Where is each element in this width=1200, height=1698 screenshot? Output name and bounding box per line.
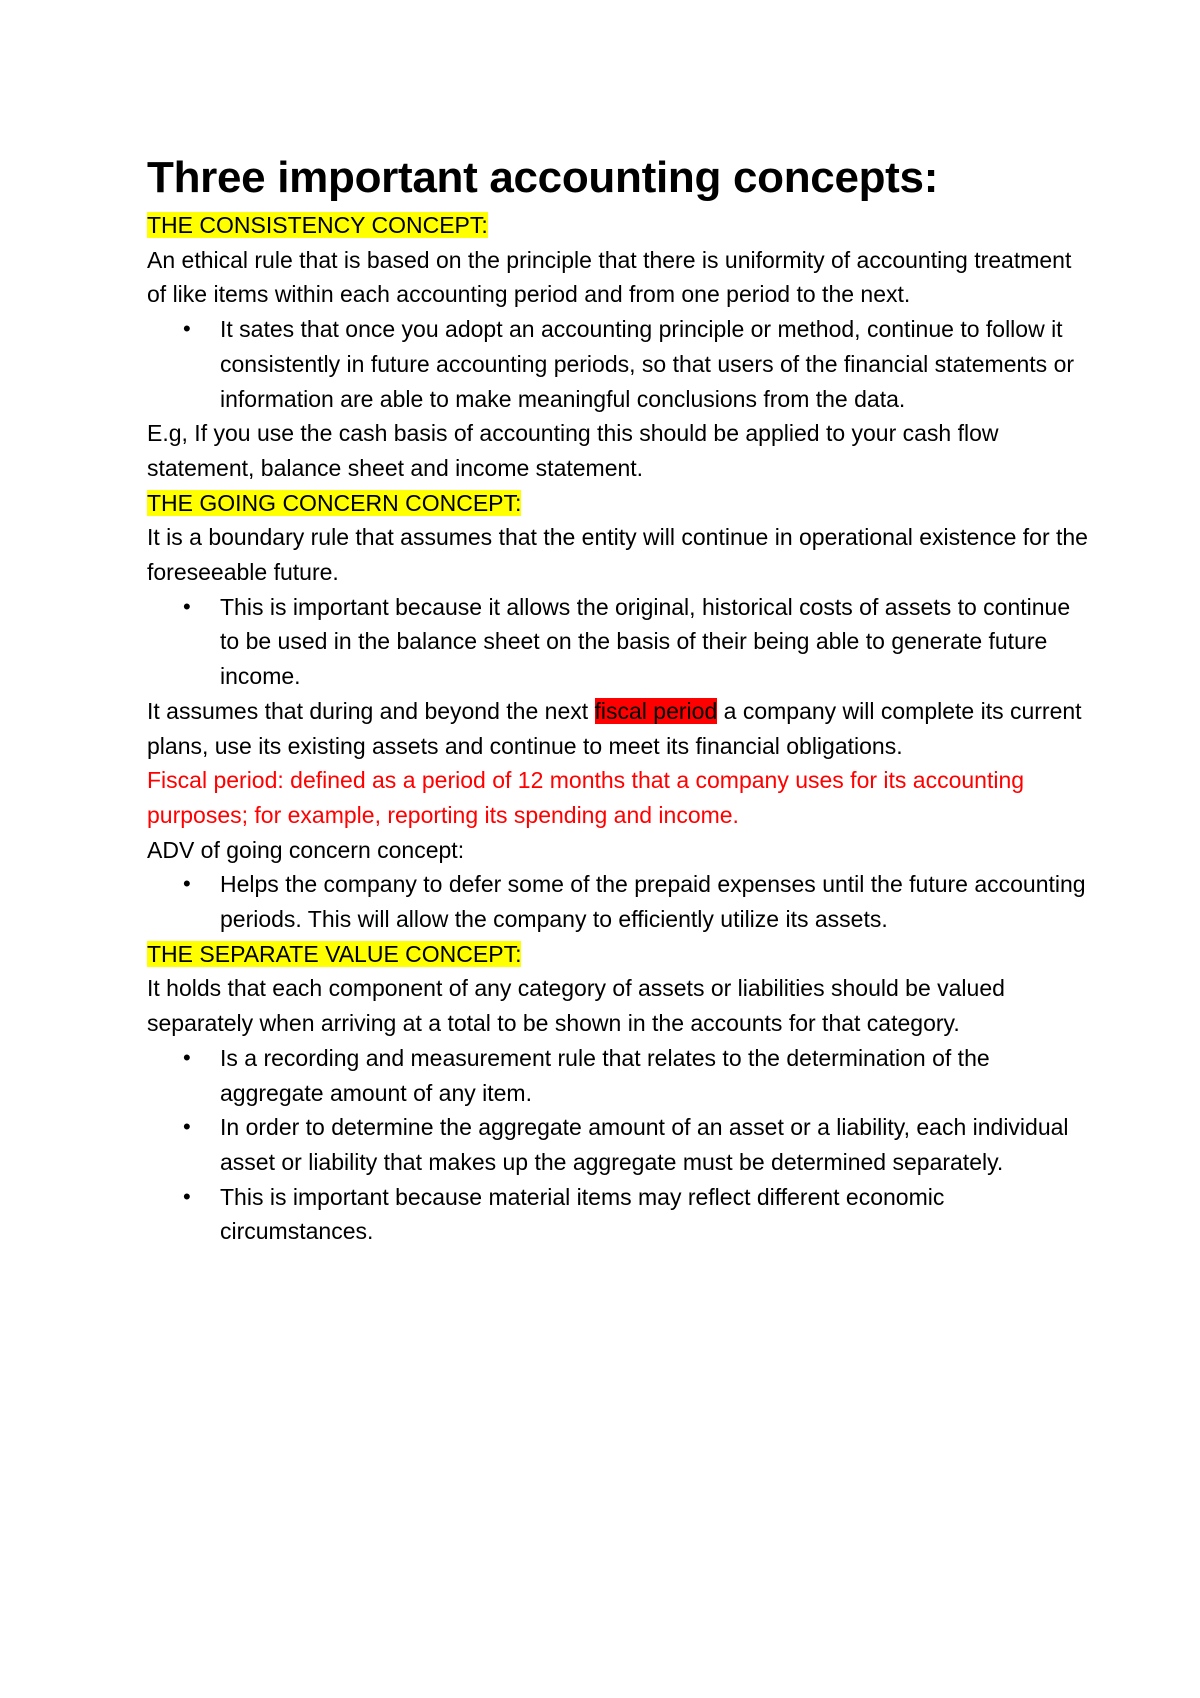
bullet-icon: • [183,1044,191,1070]
consistency-example: E.g, If you use the cash basis of accounting this should be applied to your cash flow statement, balance sheet and income statement. [147,420,999,481]
list-item [147,590,1092,694]
bullet-icon: • [183,1114,191,1140]
going-concern-heading [147,486,1092,521]
going-concern-definition: It is a boundary rule that assumes that the entity will continue in operational existence for the foreseeable future. [147,524,1088,586]
consistency-heading-text: THE CONSISTENCY CONCEPT: [147,212,488,238]
list-item-text: It sates that once you adopt an accounting principle or method, continue to follow it consistently in future accounting periods, so that users of the financial statements or information are able to make meaningful conclusions from the data. [220,316,1075,412]
list-item-text: This is important because it allows the original, historical costs of assets to continue to be used in the balance sheet on the basis of their being able to generate future income. [220,593,1071,690]
list-item-text: In order to determine the aggregate amount of an asset or a liability, each individual asset or liability that makes up the aggregate must be determined separately. [220,1114,1069,1175]
list-item [147,1180,1092,1249]
going-concern-assumption [147,694,1092,763]
bullet-icon: • [183,593,191,619]
list-item-text: Is a recording and measurement rule that relates to the determination of the aggregate amount of any item. [220,1044,990,1106]
fiscal-period-note: Fiscal period: defined as a period of 12 months that a company uses for its accounting purposes; for example, reporting its spending and income. [147,767,1025,828]
bullet-icon: • [183,316,191,342]
consistency-heading [147,208,1092,243]
assumption-text-start: It assumes that during and beyond the next [147,697,595,724]
separate-value-bullet-list [147,1041,1092,1249]
separate-value-heading [147,937,1092,972]
list-item [147,1041,1092,1110]
list-item [147,867,1092,936]
separate-value-definition: It holds that each component of any category of assets or liabilities should be valued separately when arriving at a total to be shown in the accounts for that category. [147,975,1005,1037]
page-title: Three important accounting concepts: [147,153,939,202]
bullet-icon: • [183,871,191,897]
adv-bullet-list [147,867,1092,936]
assumption-text-end: a company will complete its current plans, use its existing assets and continue to meet its financial obligations. [147,697,1082,759]
document-body [147,150,1092,1249]
going-concern-heading-text: THE GOING CONCERN CONCEPT: [147,489,522,516]
list-item-text: This is important because material items may reflect different economic circumstances. [220,1183,945,1245]
consistency-definition: An ethical rule that is based on the principle that there is uniformity of accounting treatment of like items within each accounting period and from one period to the next. [147,246,1072,308]
separate-value-heading-text: THE SEPARATE VALUE CONCEPT: [147,940,522,967]
going-concern-bullet-list [147,590,1092,694]
fiscal-period-highlight: fiscal period [594,697,718,724]
consistency-bullet-list [147,312,1092,416]
list-item-text: Helps the company to defer some of the prepaid expenses until the future accounting periods. This will allow the company to efficiently utilize its assets. [220,871,1086,933]
adv-heading: ADV of going concern concept: [147,836,465,863]
list-item [147,1110,1092,1179]
bullet-icon: • [183,1183,191,1209]
list-item [147,312,1092,416]
